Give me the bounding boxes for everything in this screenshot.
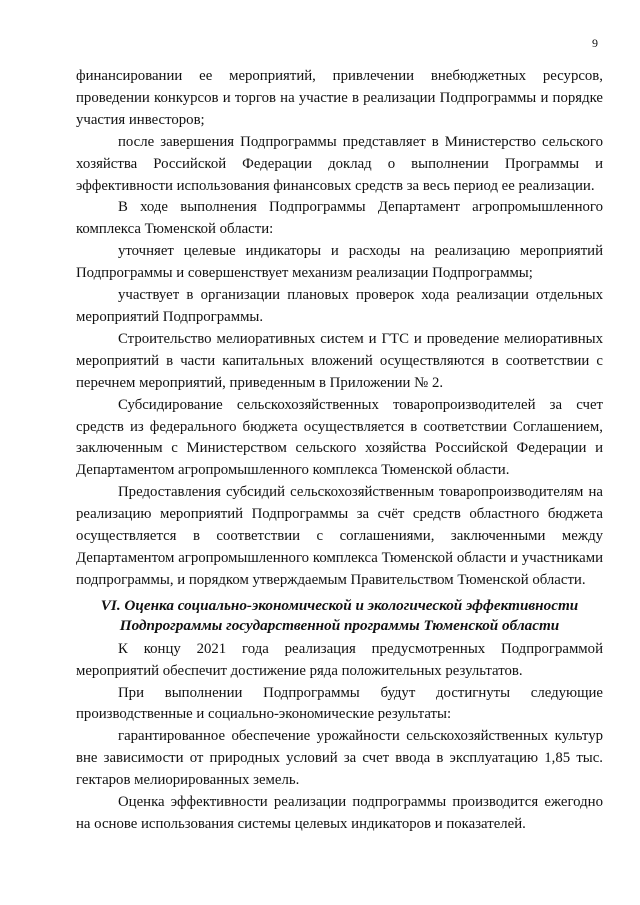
section-heading	[76, 596, 603, 636]
paragraph: Субсидирование сельскохозяйственных товаропроизводителей за счет средств из федерального бюджета осуществляется в соответствии Соглашением, заключенным с Министерством сельского хозяйства Российской Федерации и Департаментом агропромышленного комплекса Тюменской области.	[76, 396, 603, 479]
paragraph: уточняет целевые индикаторы и расходы на реализацию мероприятий Подпрограммы и совершенствует механизм реализации Подпрограммы;	[76, 243, 603, 282]
paragraph: после завершения Подпрограммы представляет в Министерство сельского хозяйства Российской Федерации доклад о выполнении Программы и эффективности использования финансовых средств за весь период ее реализации.	[76, 133, 603, 194]
paragraph: Предоставления субсидий сельскохозяйственным товаропроизводителям на реализацию мероприятий Подпрограммы за счёт средств областного бюджета осуществляется в соответствии с соглашениями, заключенными между Департаментом агропромышленного комплекса Тюменской области и участниками подпрограммы, и порядком утверждаемым Правительством Тюменской области.	[76, 484, 603, 588]
paragraph: Строительство мелиоративных систем и ГТС и проведение мелиоративных мероприятий в части капитальных вложений осуществляются в соответствии с перечнем мероприятий, приведенным в Приложении № 2.	[76, 330, 603, 391]
document-body	[76, 66, 603, 836]
paragraph: гарантированное обеспечение урожайности сельскохозяйственных культур вне зависимости от природных условий за счет ввода в эксплуатацию 1,85 тыс. гектаров мелиорированных земель.	[76, 728, 603, 789]
paragraph: финансировании ее мероприятий, привлечении внебюджетных ресурсов, проведении конкурсов и торгов на участие в реализации Подпрограммы и порядке участия инвесторов;	[76, 68, 603, 128]
section-heading-line-2: Подпрограммы государственной программы Тюменской области	[119, 616, 560, 634]
section-heading-line-1: VI. Оценка социально-экономической и экологической эффективности	[100, 596, 579, 614]
paragraph: К концу 2021 года реализация предусмотренных Подпрограммой мероприятий обеспечит достижение ряда положительных результатов.	[76, 640, 603, 679]
page-number: 9	[592, 36, 598, 50]
paragraph: участвует в организации плановых проверок хода реализации отдельных мероприятий Подпрограммы.	[76, 287, 603, 325]
paragraph: При выполнении Подпрограммы будут достигнуты следующие производственные и социально-экономические результаты:	[76, 684, 603, 723]
paragraph: В ходе выполнения Подпрограммы Департамент агропромышленного комплекса Тюменской области:	[76, 199, 603, 238]
paragraph: Оценка эффективности реализации подпрограммы производится ежегодно на основе использования системы целевых индикаторов и показателей.	[76, 794, 603, 832]
